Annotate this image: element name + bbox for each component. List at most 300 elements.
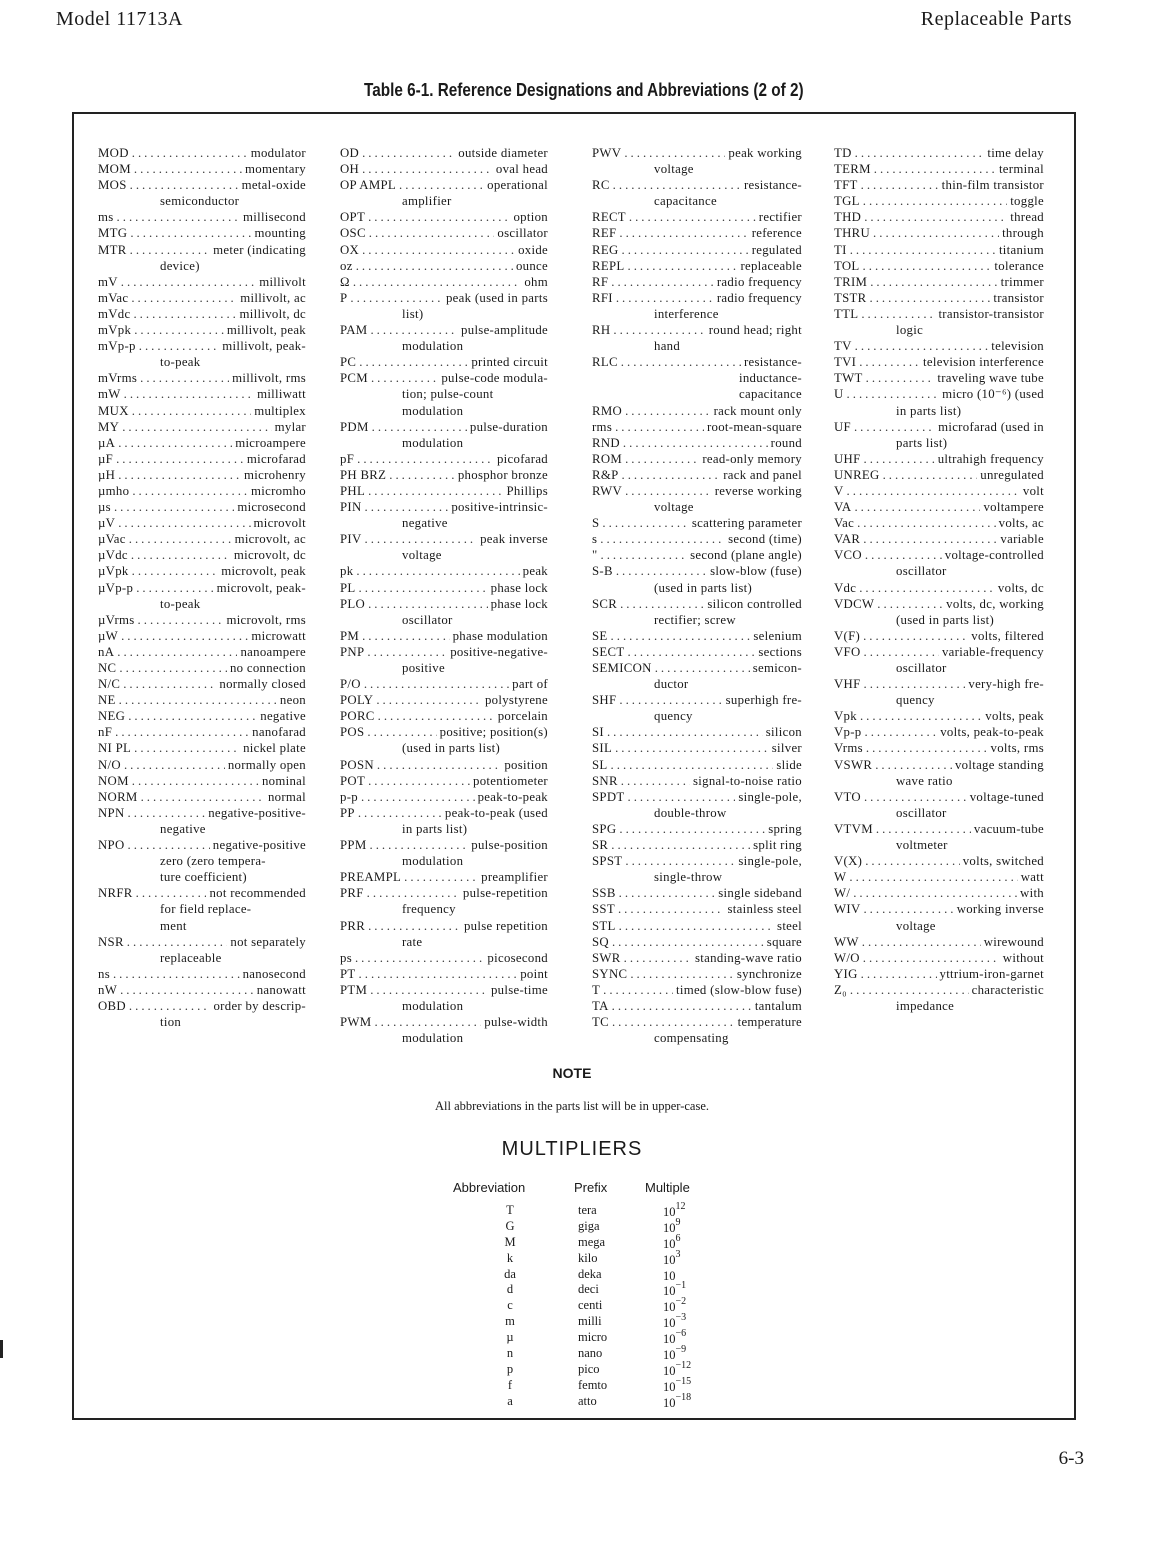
leader-dots	[369, 225, 495, 241]
abbrev-meaning: nanosecond	[242, 966, 306, 981]
leader-dots	[359, 966, 518, 982]
abbrev-meaning: peak-to-peak	[477, 789, 548, 804]
leader-dots	[364, 676, 509, 692]
abbrev-meaning: porcelain	[497, 709, 548, 724]
leader-dots	[612, 934, 764, 950]
multiplier-base: 10	[663, 1379, 676, 1394]
leader-dots	[118, 515, 250, 531]
abbrev-entry	[340, 869, 548, 885]
abbrev-meaning-continued: interference	[654, 306, 719, 321]
abbrev-meaning: Phillips	[506, 483, 548, 498]
leader-dots	[611, 757, 774, 773]
abbrev-code: VAR	[834, 532, 861, 547]
abbrev-code: oz	[340, 258, 353, 273]
leader-dots	[370, 837, 469, 853]
abbrev-code: PHL	[340, 483, 366, 498]
abbrev-meaning-continued: (used in parts list)	[896, 612, 995, 627]
leader-dots	[864, 676, 966, 692]
abbrev-entry	[98, 612, 306, 628]
abbrev-meaning-continued: rectifier; screw	[654, 612, 736, 627]
abbrev-code: µs	[98, 500, 111, 515]
leader-dots	[861, 306, 935, 322]
abbrev-code: PREAMPL	[340, 870, 402, 885]
abbrev-meaning: selenium	[753, 628, 802, 643]
leader-dots	[355, 950, 484, 966]
abbrev-entry	[834, 708, 1044, 724]
abbrev-entry	[98, 177, 306, 209]
abbrev-meaning: spring	[768, 821, 802, 836]
abbrev-code: RECT	[592, 210, 626, 225]
abbrev-meaning: metal-oxide	[241, 178, 306, 193]
abbrev-entry	[592, 821, 802, 837]
leader-dots	[358, 805, 442, 821]
multiplier-value	[663, 1203, 686, 1220]
abbrev-meaning: yttrium-iron-garnet	[939, 966, 1044, 981]
leader-dots	[128, 708, 257, 724]
abbrev-entry	[834, 209, 1044, 225]
abbrev-entry	[98, 660, 306, 676]
multiplier-base: 10	[663, 1284, 676, 1299]
multiplier-exponent: 9	[675, 1216, 681, 1228]
leader-dots	[847, 386, 940, 402]
abbrev-entry	[592, 209, 802, 225]
leader-dots	[370, 322, 458, 338]
abbrev-code: PRR	[340, 918, 366, 933]
leader-dots	[117, 209, 240, 225]
abbrev-meaning: temperature	[737, 1015, 802, 1030]
header-section: Replaceable Parts	[920, 8, 1072, 30]
leader-dots	[624, 950, 692, 966]
abbrev-code: TVI	[834, 355, 857, 370]
leader-dots	[356, 563, 519, 579]
leader-dots	[116, 451, 244, 467]
abbrev-code: mV	[98, 274, 118, 289]
abbrev-meaning: transistor-transistor	[938, 306, 1044, 321]
abbrev-code: Vrms	[834, 741, 863, 756]
abbrev-entry	[834, 370, 1044, 386]
abbrev-meaning: potentiometer	[473, 773, 548, 788]
abbrev-code: NI PL	[98, 741, 132, 756]
abbrev-code: SPST	[592, 854, 623, 869]
abbrev-code: µA	[98, 435, 116, 450]
abbrev-code: SEMICON	[592, 661, 652, 675]
abbrev-meaning: second (time)	[728, 532, 802, 547]
abbrev-code: NOM	[98, 773, 129, 788]
multiplier-row	[490, 1359, 750, 1379]
abbrev-code: nA	[98, 644, 115, 659]
abbrev-meaning-continued: negative	[402, 516, 448, 531]
abbrev-code: TC	[592, 1015, 609, 1030]
abbrev-code: NPN	[98, 805, 125, 820]
abbrev-meaning-continued: in parts list)	[896, 403, 962, 418]
leader-dots	[368, 918, 461, 934]
abbrev-meaning-continued: in parts list)	[402, 821, 468, 836]
abbrev-code: S	[592, 516, 600, 531]
leader-dots	[625, 853, 735, 869]
abbrev-code: V(F)	[834, 628, 861, 643]
abbrev-entry	[340, 499, 548, 531]
abbrev-entry	[834, 338, 1044, 354]
leader-dots	[863, 531, 997, 547]
abbrev-meaning: microvolt	[253, 516, 306, 531]
abbrev-meaning: pulse-code modula-	[441, 371, 548, 386]
abbrev-entry	[834, 225, 1044, 241]
abbrev-code: mVrms	[98, 371, 138, 386]
abbrev-entry	[340, 451, 548, 467]
abbrev-meaning: point	[520, 966, 548, 981]
leader-dots	[114, 499, 234, 515]
abbrev-meaning: volts, dc, working	[946, 596, 1044, 611]
abbrev-entry	[592, 547, 802, 563]
leader-dots	[874, 161, 996, 177]
abbrev-code: PORC	[340, 709, 375, 724]
abbrev-code: "	[592, 548, 598, 563]
abbrev-code: mVp-p	[98, 339, 136, 354]
abbrev-entry	[340, 644, 548, 676]
abbrev-code: PL	[340, 580, 356, 595]
abbrev-entry	[98, 773, 306, 789]
abbrev-entry	[834, 274, 1044, 290]
leader-dots	[128, 837, 210, 853]
abbrev-code: TV	[834, 339, 852, 354]
abbrev-code: VTVM	[834, 821, 873, 836]
abbrev-entry	[340, 370, 548, 418]
leader-dots	[132, 483, 248, 499]
abbrev-meaning: single-pole,	[738, 789, 802, 804]
abbrev-meaning: order by descrip-	[213, 998, 306, 1013]
abbrev-meaning-continued: tion; pulse-count	[402, 387, 494, 402]
abbrev-meaning: negative-positive-	[208, 805, 306, 820]
multiplier-prefix: mega	[578, 1234, 606, 1249]
abbrev-meaning-continued: replaceable	[160, 950, 222, 965]
abbrev-entry	[592, 773, 802, 789]
abbrev-entry	[340, 580, 548, 596]
abbrev-code: µF	[98, 451, 114, 466]
abbrev-entry	[834, 934, 1044, 950]
abbrev-entry	[340, 290, 548, 322]
abbrev-meaning: read-only memory	[702, 451, 802, 466]
abbrev-entry	[834, 177, 1044, 193]
abbrev-entry	[98, 403, 306, 419]
abbrev-meaning-continued: (used in parts list)	[402, 741, 501, 756]
abbrev-code: RFI	[592, 290, 613, 305]
abbrev-meaning: pulse-width	[484, 1015, 548, 1030]
abbrev-entry	[592, 563, 802, 595]
abbrev-meaning-continued: impedance	[896, 998, 955, 1013]
abbrev-meaning: signal-to-noise ratio	[692, 773, 802, 788]
abbrev-entry	[834, 821, 1044, 853]
abbrev-meaning: millivolt, peak	[226, 323, 306, 338]
abbrev-code: ns	[98, 966, 110, 981]
abbrev-entry	[340, 708, 548, 724]
abbrev-meaning-continued: oscillator	[896, 564, 947, 579]
abbrev-entry	[592, 966, 802, 982]
abbrev-entry	[592, 354, 802, 402]
leader-dots	[601, 547, 688, 563]
abbrev-meaning: timed (slow-blow fuse)	[675, 982, 802, 997]
note-title: NOTE	[552, 1065, 592, 1081]
leader-dots	[399, 177, 484, 193]
abbrev-code: REG	[592, 242, 619, 257]
multipliers-header-prefix: Prefix	[574, 1180, 608, 1195]
abbrev-meaning: millivolt, peak-	[222, 339, 306, 354]
abbrev-column-3	[592, 145, 802, 1046]
abbrev-code: mVac	[98, 290, 129, 305]
abbrev-meaning-continued: device)	[160, 258, 200, 273]
abbrev-entry	[98, 740, 306, 756]
leader-dots	[123, 676, 216, 692]
multiplier-base: 10	[663, 1268, 676, 1283]
abbrev-meaning: micro (10⁻⁶) (used	[942, 387, 1044, 402]
abbrev-code: PWM	[340, 1015, 372, 1030]
abbrev-entry	[592, 1014, 802, 1046]
abbrev-code: SPDT	[592, 789, 625, 804]
abbrev-code: µH	[98, 467, 116, 482]
multiplier-exponent: −1	[675, 1280, 687, 1292]
abbrev-entry	[340, 209, 548, 225]
abbrev-meaning: single sideband	[718, 886, 802, 901]
abbrev-entry	[98, 757, 306, 773]
leader-dots	[612, 1014, 735, 1030]
leader-dots	[368, 209, 510, 225]
multiplier-row	[490, 1314, 750, 1330]
multiplier-abbreviation: G	[505, 1218, 515, 1233]
multiplier-abbreviation: c	[507, 1298, 513, 1313]
abbrev-code: SI	[592, 725, 604, 740]
abbrev-entry	[592, 628, 802, 644]
abbrev-entry	[834, 982, 1044, 1014]
abbrev-meaning: oscillator	[497, 226, 548, 241]
abbrev-code: P	[340, 290, 348, 305]
abbrev-code: TTL	[834, 306, 859, 321]
leader-dots	[389, 467, 455, 483]
leader-dots	[866, 370, 935, 386]
abbrev-entry	[592, 483, 802, 515]
abbrev-meaning-continued: modulation	[402, 339, 464, 354]
abbrev-code: PDM	[340, 419, 369, 434]
abbrev-code: µVdc	[98, 548, 128, 563]
multiplier-base: 10	[663, 1364, 676, 1379]
abbrev-entry	[98, 209, 306, 225]
abbrev-meaning: traveling wave tube	[937, 371, 1044, 386]
abbrev-code: POSN	[340, 757, 374, 772]
abbrev-meaning: operational	[487, 178, 548, 193]
leader-dots	[368, 596, 488, 612]
leader-dots	[124, 757, 225, 773]
abbrev-meaning: through	[1002, 226, 1044, 241]
abbrev-code: POS	[340, 725, 365, 740]
abbrev-meaning: stainless steel	[727, 902, 802, 917]
abbrev-meaning: microvolt, dc	[233, 548, 306, 563]
abbrev-meaning-continued: ductor	[654, 677, 689, 692]
leader-dots	[130, 177, 239, 193]
abbrev-meaning: nanofarad	[252, 725, 306, 740]
abbrev-meaning: phase modulation	[452, 628, 548, 643]
abbrev-meaning: voltage standing	[954, 757, 1044, 772]
leader-dots	[628, 258, 738, 274]
abbrev-meaning: positive; position(s)	[439, 725, 548, 740]
abbrev-meaning-continued: positive	[402, 661, 445, 675]
abbrev-meaning: millivolt, rms	[232, 371, 306, 386]
abbrev-meaning: slide	[776, 757, 802, 772]
abbrev-meaning: mylar	[274, 419, 306, 434]
abbrev-entry	[340, 177, 548, 209]
abbrev-meaning: pulse-time	[490, 982, 548, 997]
abbrev-meaning: micromho	[251, 483, 306, 498]
abbrev-meaning-continued: modulation	[402, 435, 464, 450]
abbrev-code: POLY	[340, 693, 374, 708]
abbrev-meaning: steel	[777, 918, 802, 933]
abbrev-entry	[340, 918, 548, 950]
abbrev-code: UHF	[834, 451, 861, 466]
abbrev-meaning-continued: voltage	[654, 500, 694, 515]
multiplier-row	[490, 1346, 750, 1362]
abbrev-code: T	[592, 982, 601, 997]
abbrev-entry	[98, 580, 306, 612]
leader-dots	[600, 531, 725, 547]
abbrev-code: VCO	[834, 548, 862, 563]
abbrev-meaning: pulse repetition	[463, 918, 548, 933]
abbrev-code: RH	[592, 323, 611, 338]
binding-mark	[0, 1340, 3, 1358]
leader-dots	[861, 177, 939, 193]
leader-dots	[132, 145, 248, 161]
abbrev-meaning-continued: parts list)	[896, 435, 948, 450]
multiplier-prefix: deka	[578, 1266, 602, 1281]
abbrev-entry	[592, 998, 802, 1014]
multiplier-base: 10	[663, 1316, 676, 1331]
abbrev-entry	[340, 757, 548, 773]
leader-dots	[615, 419, 704, 435]
abbrev-meaning-continued: negative	[160, 821, 206, 836]
leader-dots	[136, 885, 207, 901]
abbrev-code: PIV	[340, 532, 362, 547]
abbrev-entry	[340, 161, 548, 177]
abbrev-code: PLO	[340, 596, 366, 611]
leader-dots	[611, 628, 751, 644]
abbrev-entry	[98, 676, 306, 692]
leader-dots	[113, 966, 240, 982]
abbrev-code: nW	[98, 982, 118, 997]
abbrev-meaning: regulated	[751, 242, 802, 257]
multipliers-title: MULTIPLIERS	[501, 1138, 643, 1160]
abbrev-meaning-continued: voltmeter	[896, 838, 948, 853]
abbrev-code: µVpk	[98, 564, 129, 579]
leader-dots	[603, 982, 673, 998]
abbrev-entry	[98, 563, 306, 579]
leader-dots	[870, 290, 991, 306]
abbrev-meaning-continued: wave ratio	[896, 773, 953, 788]
abbrev-meaning: millisecond	[242, 210, 306, 225]
abbrev-meaning: voltage-tuned	[969, 789, 1044, 804]
abbrev-meaning: split ring	[753, 838, 802, 853]
abbrev-code: TWT	[834, 371, 863, 386]
abbrev-code: PCM	[340, 371, 368, 386]
leader-dots	[607, 724, 763, 740]
abbrev-entry	[834, 740, 1044, 756]
abbrev-entry	[834, 580, 1044, 596]
abbrev-code: POT	[340, 773, 366, 788]
abbrev-meaning: polystyrene	[484, 693, 548, 708]
abbrev-meaning: peak inverse	[480, 532, 548, 547]
abbrev-meaning-continued: hand	[654, 339, 681, 354]
abbrev-code: NPO	[98, 838, 125, 853]
leader-dots	[128, 805, 206, 821]
abbrev-entry	[834, 499, 1044, 515]
abbrev-entry	[592, 531, 802, 547]
abbrev-code: SCR	[592, 596, 618, 611]
abbrev-entry	[592, 435, 802, 451]
abbrev-entry	[592, 467, 802, 483]
multipliers-header-abbreviation: Abbreviation	[453, 1180, 526, 1195]
abbrev-code: REF	[592, 226, 617, 241]
leader-dots	[367, 644, 447, 660]
abbrev-entry	[340, 483, 548, 499]
abbrev-meaning: resistance-	[743, 355, 802, 370]
leader-dots	[619, 225, 748, 241]
abbrev-code: OSC	[340, 226, 366, 241]
abbrev-entry	[592, 258, 802, 274]
abbrev-meaning: peak working	[728, 146, 802, 160]
leader-dots	[873, 225, 999, 241]
abbrev-entry	[592, 290, 802, 322]
abbrev-meaning-continued: oscillator	[896, 661, 947, 675]
leader-dots	[378, 708, 495, 724]
abbrev-meaning-continued: voltage	[402, 548, 442, 563]
abbrev-entry	[834, 467, 1044, 483]
leader-dots	[628, 789, 736, 805]
leader-dots	[134, 161, 242, 177]
leader-dots	[616, 563, 707, 579]
multiplier-abbreviation: f	[507, 1377, 513, 1392]
leader-dots	[621, 354, 741, 370]
abbrev-code: PIN	[340, 500, 362, 515]
abbrev-code: NEG	[98, 709, 126, 724]
multiplier-abbreviation: a	[507, 1393, 513, 1408]
abbrev-entry	[98, 145, 306, 161]
leader-dots	[118, 467, 241, 483]
abbrev-meaning-continued: modulation	[402, 1031, 464, 1046]
abbrev-meaning: outside diameter	[458, 146, 548, 160]
abbrev-entry	[98, 998, 306, 1030]
leader-dots	[864, 644, 939, 660]
abbrev-meaning: milliwatt	[257, 387, 306, 402]
abbrev-meaning: peak (used in parts	[445, 290, 548, 305]
abbrev-meaning-continued: single-throw	[654, 870, 723, 885]
abbrev-entry	[834, 451, 1044, 467]
abbrev-code: mVdc	[98, 306, 131, 321]
leader-dots	[372, 419, 467, 435]
abbrev-entry	[98, 483, 306, 499]
abbrev-entry	[98, 789, 306, 805]
abbrev-code: SHF	[592, 693, 617, 708]
leader-dots	[854, 499, 980, 515]
abbrev-code: OP AMPL	[340, 178, 397, 193]
abbrev-entry	[834, 901, 1044, 933]
abbrev-meaning: voltage-controlled	[944, 548, 1044, 563]
abbrev-entry	[592, 885, 802, 901]
abbrev-entry	[834, 242, 1044, 258]
multiplier-row	[490, 1375, 750, 1394]
abbrev-meaning: thread	[1010, 210, 1044, 225]
abbrev-meaning: no connection	[229, 661, 306, 675]
leader-dots	[350, 290, 443, 306]
multiplier-exponent: −15	[675, 1375, 692, 1387]
abbrev-entry	[98, 692, 306, 708]
multiplier-abbreviation: M	[504, 1234, 516, 1249]
leader-dots	[855, 145, 985, 161]
multiplier-prefix: giga	[578, 1218, 600, 1233]
